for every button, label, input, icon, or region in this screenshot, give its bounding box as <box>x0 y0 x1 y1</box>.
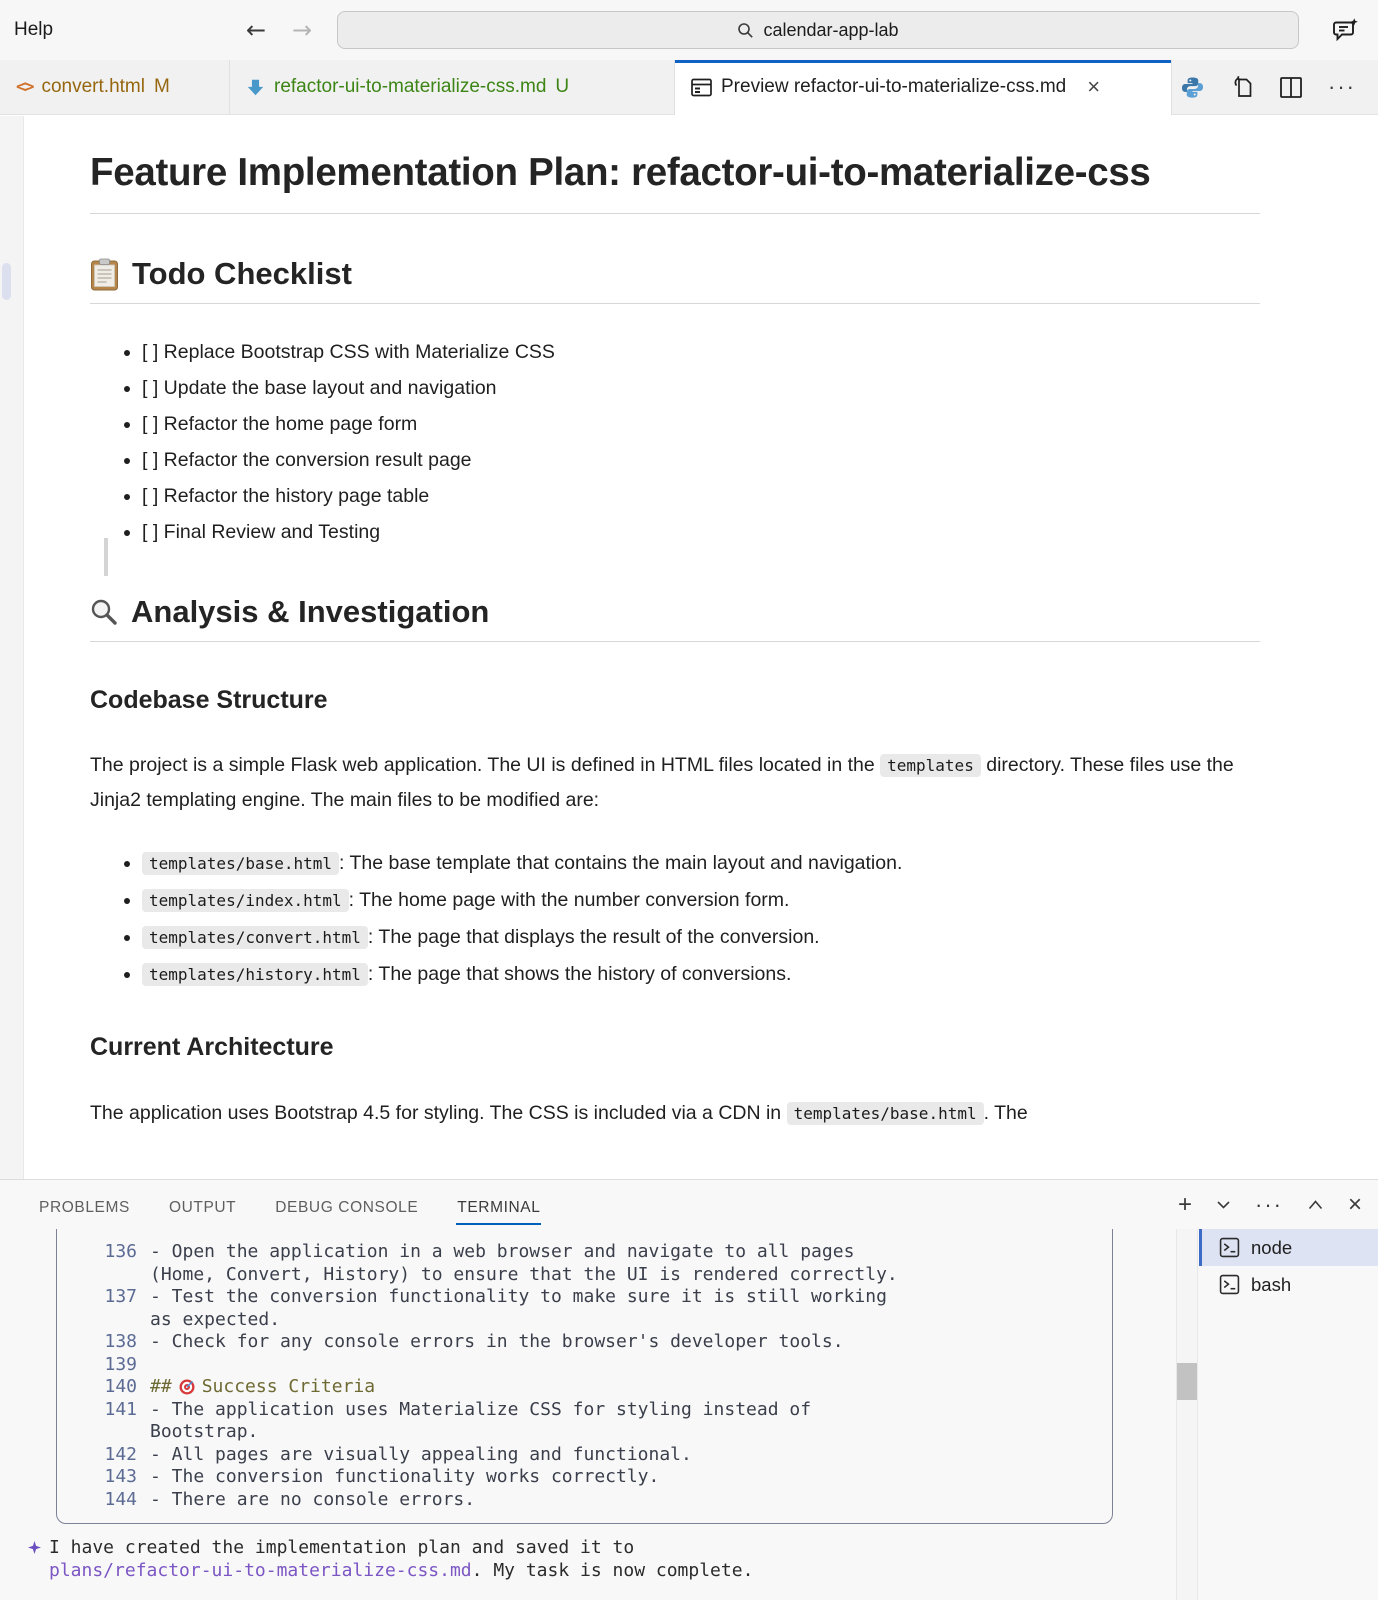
terminal-line: 138 - Check for any console errors in the browser's developer tools. <box>0 1331 1176 1354</box>
editor-actions <box>1172 60 1378 114</box>
more-actions-icon[interactable]: ··· <box>1328 74 1356 99</box>
todo-item: • [ ] Refactor the history page table <box>142 478 1260 514</box>
git-modified-badge: M <box>153 76 170 97</box>
clipboard-icon <box>90 258 119 291</box>
command-center-search[interactable] <box>337 11 1299 49</box>
terminal-line <box>0 1354 1176 1377</box>
line-number <box>0 1309 137 1332</box>
terminal-line: 142 - All pages are visually appealing and functional. <box>0 1444 1176 1467</box>
git-untracked-badge: U <box>555 76 570 97</box>
terminal-icon <box>1219 1274 1240 1295</box>
terminal-session-node[interactable] <box>1199 1229 1378 1266</box>
terminal-icon <box>1219 1237 1240 1258</box>
line-number: 139 <box>104 1353 137 1375</box>
terminal-scrollbar-thumb[interactable] <box>1177 1363 1197 1400</box>
line-number: 144 <box>104 1488 137 1510</box>
tab-preview-refactor-md[interactable] <box>675 60 1172 114</box>
page-title: Feature Implementation Plan: refactor-ui-to-materialize-css <box>90 144 1260 214</box>
line-number <box>0 1421 137 1444</box>
line-number: 141 <box>104 1398 137 1420</box>
inline-code: templates/base.html <box>142 852 339 875</box>
close-tab-icon[interactable]: × <box>1087 74 1101 99</box>
line-number: 136 <box>104 1241 137 1262</box>
terminal-lines <box>0 1241 1176 1511</box>
terminal-line: as expected. <box>0 1309 1176 1332</box>
copilot-chat-icon[interactable] <box>1330 15 1360 45</box>
editor-left-rail <box>0 116 24 1179</box>
tab-refactor-md[interactable] <box>230 60 675 114</box>
terminal-line: 144 - There are no console errors. <box>0 1489 1176 1512</box>
inline-code: templates/index.html <box>142 889 349 912</box>
terminal-line: 143 - The conversion functionality works correctly. <box>0 1466 1176 1489</box>
python-icon[interactable] <box>1181 76 1204 99</box>
todo-item: • [ ] Update the base layout and navigation <box>142 370 1260 406</box>
template-files-list <box>90 845 1260 993</box>
search-icon <box>737 22 754 39</box>
forward-arrow-icon[interactable]: → <box>292 16 313 44</box>
editor-tab-bar <box>0 60 1378 115</box>
terminal-session-list <box>1199 1229 1378 1600</box>
open-changes-icon[interactable] <box>1230 75 1254 99</box>
terminal-line: (Home, Convert, History) to ensure that the UI is rendered correctly. <box>0 1264 1176 1287</box>
panel-tab-debug-console[interactable]: DEBUG CONSOLE <box>275 1199 419 1216</box>
agent-message: I have created the implementation plan and saved it to plans/refactor-ui-to-materialize-css.md. My task is now complete. <box>28 1537 753 1582</box>
architecture-paragraph: The application uses Bootstrap 4.5 for styling. The CSS is included via a CDN in templates/base.html . The <box>90 1102 1028 1124</box>
close-panel-icon[interactable]: × <box>1347 1190 1362 1218</box>
maximize-panel-chevron-icon[interactable] <box>1308 1200 1323 1210</box>
inline-code: templates <box>880 754 981 777</box>
panel-tab-terminal[interactable]: TERMINAL <box>456 1184 541 1225</box>
todo-checklist <box>90 334 1260 550</box>
todo-item: • [ ] Refactor the conversion result page <box>142 442 1260 478</box>
template-file-item: • templates/index.html : The home page with the number conversion form. <box>142 882 1260 919</box>
inline-code: templates/convert.html <box>142 926 368 949</box>
menu-help[interactable]: Help <box>14 19 54 40</box>
html-file-icon: <> <box>16 77 33 97</box>
codebase-structure-heading: Codebase Structure <box>90 686 328 714</box>
search-value: calendar-app-lab <box>763 19 899 40</box>
scroll-position-indicator <box>2 263 11 300</box>
star-icon <box>28 1541 41 1582</box>
line-number: 143 <box>104 1466 137 1487</box>
back-arrow-icon[interactable]: ← <box>246 16 267 44</box>
file-path: plans/refactor-ui-to-materialize-css.md <box>49 1559 472 1581</box>
tab-convert-html[interactable] <box>0 60 230 114</box>
line-number: 140 <box>104 1376 137 1397</box>
todo-item: • [ ] Refactor the home page form <box>142 406 1260 442</box>
new-terminal-icon[interactable]: + <box>1177 1190 1192 1218</box>
terminal-session-bash[interactable] <box>1199 1266 1378 1303</box>
todo-checklist-heading: Todo Checklist <box>90 256 1260 304</box>
terminal-line: Bootstrap. <box>0 1421 1176 1444</box>
line-number <box>0 1264 137 1287</box>
panel-header <box>0 1180 1378 1229</box>
bottom-panel <box>0 1179 1378 1600</box>
current-architecture-heading: Current Architecture <box>90 1033 334 1061</box>
panel-tab-output[interactable]: OUTPUT <box>168 1199 237 1216</box>
magnifier-icon <box>90 598 118 626</box>
tab-label: refactor-ui-to-materialize-css.md <box>274 76 547 97</box>
line-number: 138 <box>104 1331 137 1352</box>
inline-code: templates/history.html <box>142 963 368 986</box>
template-file-item: • templates/history.html : The page that shows the history of conversions. <box>142 956 1260 993</box>
terminal-viewport[interactable] <box>0 1229 1176 1600</box>
session-label: bash <box>1251 1273 1292 1295</box>
terminal-line: 137 - Test the conversion functionality to make sure it is still working <box>0 1286 1176 1309</box>
terminal-scrollbar[interactable] <box>1176 1229 1198 1600</box>
title-bar <box>0 0 1378 60</box>
split-editor-icon[interactable] <box>1280 77 1302 98</box>
todo-item: • [ ] Replace Bootstrap CSS with Materialize CSS <box>142 334 1260 370</box>
line-number: 137 <box>104 1286 137 1307</box>
template-file-item: • templates/convert.html : The page that displays the result of the conversion. <box>142 919 1260 956</box>
inline-code: templates/base.html <box>787 1102 984 1125</box>
terminal-line: 141 - The application uses Materialize CSS for styling instead of <box>0 1399 1176 1422</box>
template-file-item: • templates/base.html : The base template that contains the main layout and navigation. <box>142 845 1260 882</box>
terminal-line: 140 ## Success Criteria <box>0 1376 1176 1399</box>
analysis-heading: Analysis & Investigation <box>90 594 1260 642</box>
markdown-preview-pane <box>0 116 1378 1179</box>
tab-label: convert.html <box>41 76 145 97</box>
tab-label: Preview refactor-ui-to-materialize-css.md <box>721 76 1067 97</box>
codebase-paragraph: The project is a simple Flask web application. The UI is defined in HTML files located in the templates directory. These files use the Jinja2 templating engine. The main files to be modified are: <box>90 754 1234 811</box>
todo-item: • [ ] Final Review and Testing <box>142 514 1260 550</box>
panel-tab-problems[interactable]: PROBLEMS <box>39 1199 130 1216</box>
markdown-file-icon <box>246 78 265 97</box>
session-label: node <box>1251 1236 1293 1258</box>
markdown-preview-icon <box>691 78 712 97</box>
terminal-dropdown-chevron-icon[interactable] <box>1217 1200 1230 1209</box>
panel-more-actions-icon[interactable]: ··· <box>1255 1191 1283 1217</box>
terminal-line: 136 - Open the application in a web browser and navigate to all pages <box>0 1241 1176 1264</box>
line-number: 142 <box>104 1443 137 1465</box>
